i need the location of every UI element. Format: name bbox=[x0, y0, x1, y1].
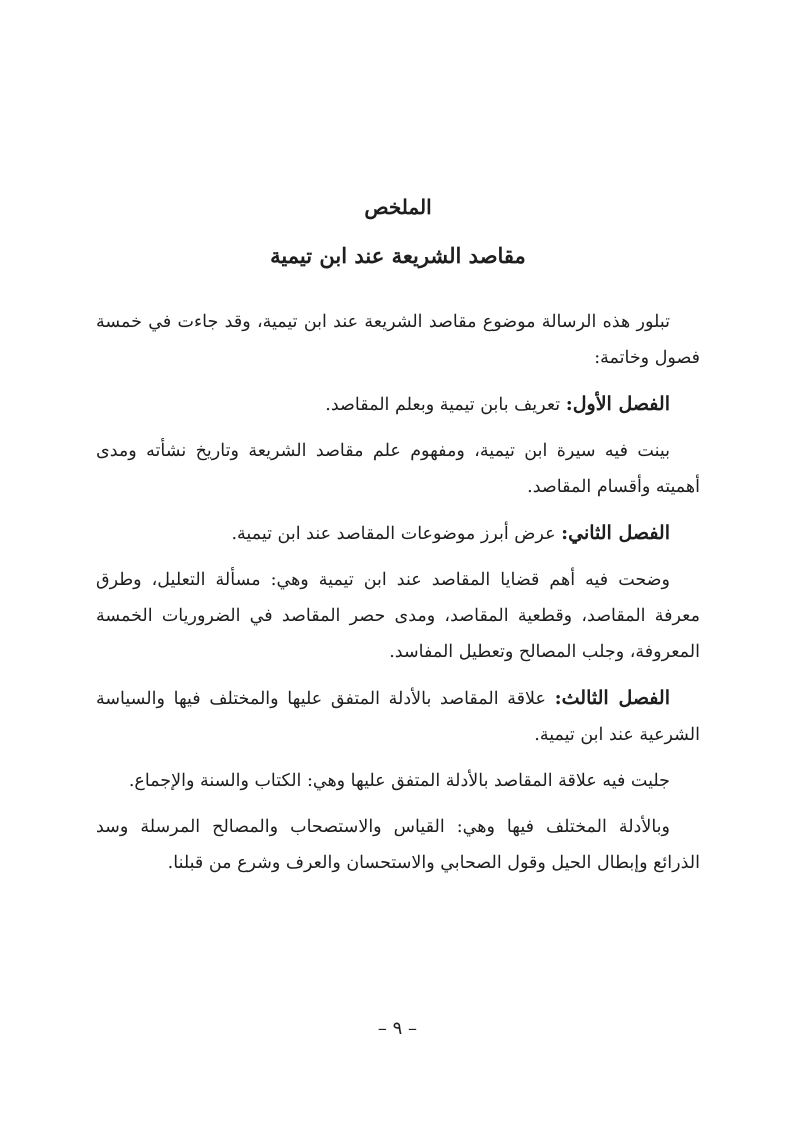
chapter-3-label: الفصل الثالث: bbox=[554, 687, 670, 709]
page-number: – ٩ – bbox=[377, 1018, 418, 1039]
chapter-3-summary-1: جليت فيه علاقة المقاصد بالأدلة المتفق عليها وهي: الكتاب والسنة والإجماع. bbox=[128, 771, 670, 791]
text-block bbox=[96, 190, 700, 891]
chapter-3-summary-2: وبالأدلة المختلف فيها وهي: القياس والاستصحاب والمصالح المرسلة وسد الذرائع وإبطال الحيل وقول الصحابي والاستحسان والعرف وشرع من قبلنا. bbox=[96, 817, 700, 873]
chapter-2-label: الفصل الثاني: bbox=[561, 522, 670, 544]
intro-paragraph: تبلور هذه الرسالة موضوع مقاصد الشريعة عند ابن تيمية، وقد جاءت في خمسة فصول وخاتمة: bbox=[96, 312, 700, 368]
chapter-3-heading bbox=[96, 680, 700, 753]
page-title: مقاصد الشريعة عند ابن تيمية bbox=[270, 243, 526, 268]
chapter-2-summary: وضحت فيه أهم قضايا المقاصد عند ابن تيمية وهي: مسألة التعليل، وطرق معرفة المقاصد، وقطعية المقاصد، ومدى حصر المقاصد في الضروريات الخمسة المعروفة، وجلب المصالح وتعطيل المفاسد. bbox=[96, 570, 700, 662]
chapter-1-title: تعريف بابن تيمية وبعلم المقاصد. bbox=[325, 395, 561, 415]
chapter-1-heading bbox=[96, 386, 700, 423]
chapter-1-label: الفصل الأول: bbox=[565, 393, 670, 415]
chapter-1-summary: بينت فيه سيرة ابن تيمية، ومفهوم علم مقاصد الشريعة وتاريخ نشأته ومدى أهميته وأقسام المقاصد. bbox=[96, 441, 700, 497]
chapter-2-title: عرض أبرز موضوعات المقاصد عند ابن تيمية. bbox=[231, 524, 556, 544]
page-heading: الملخص bbox=[364, 195, 432, 219]
chapter-2-heading bbox=[96, 515, 700, 552]
chapter-3-title: علاقة المقاصد بالأدلة المتفق عليها والمختلف فيها والسياسة الشرعية عند ابن تيمية. bbox=[96, 689, 700, 745]
